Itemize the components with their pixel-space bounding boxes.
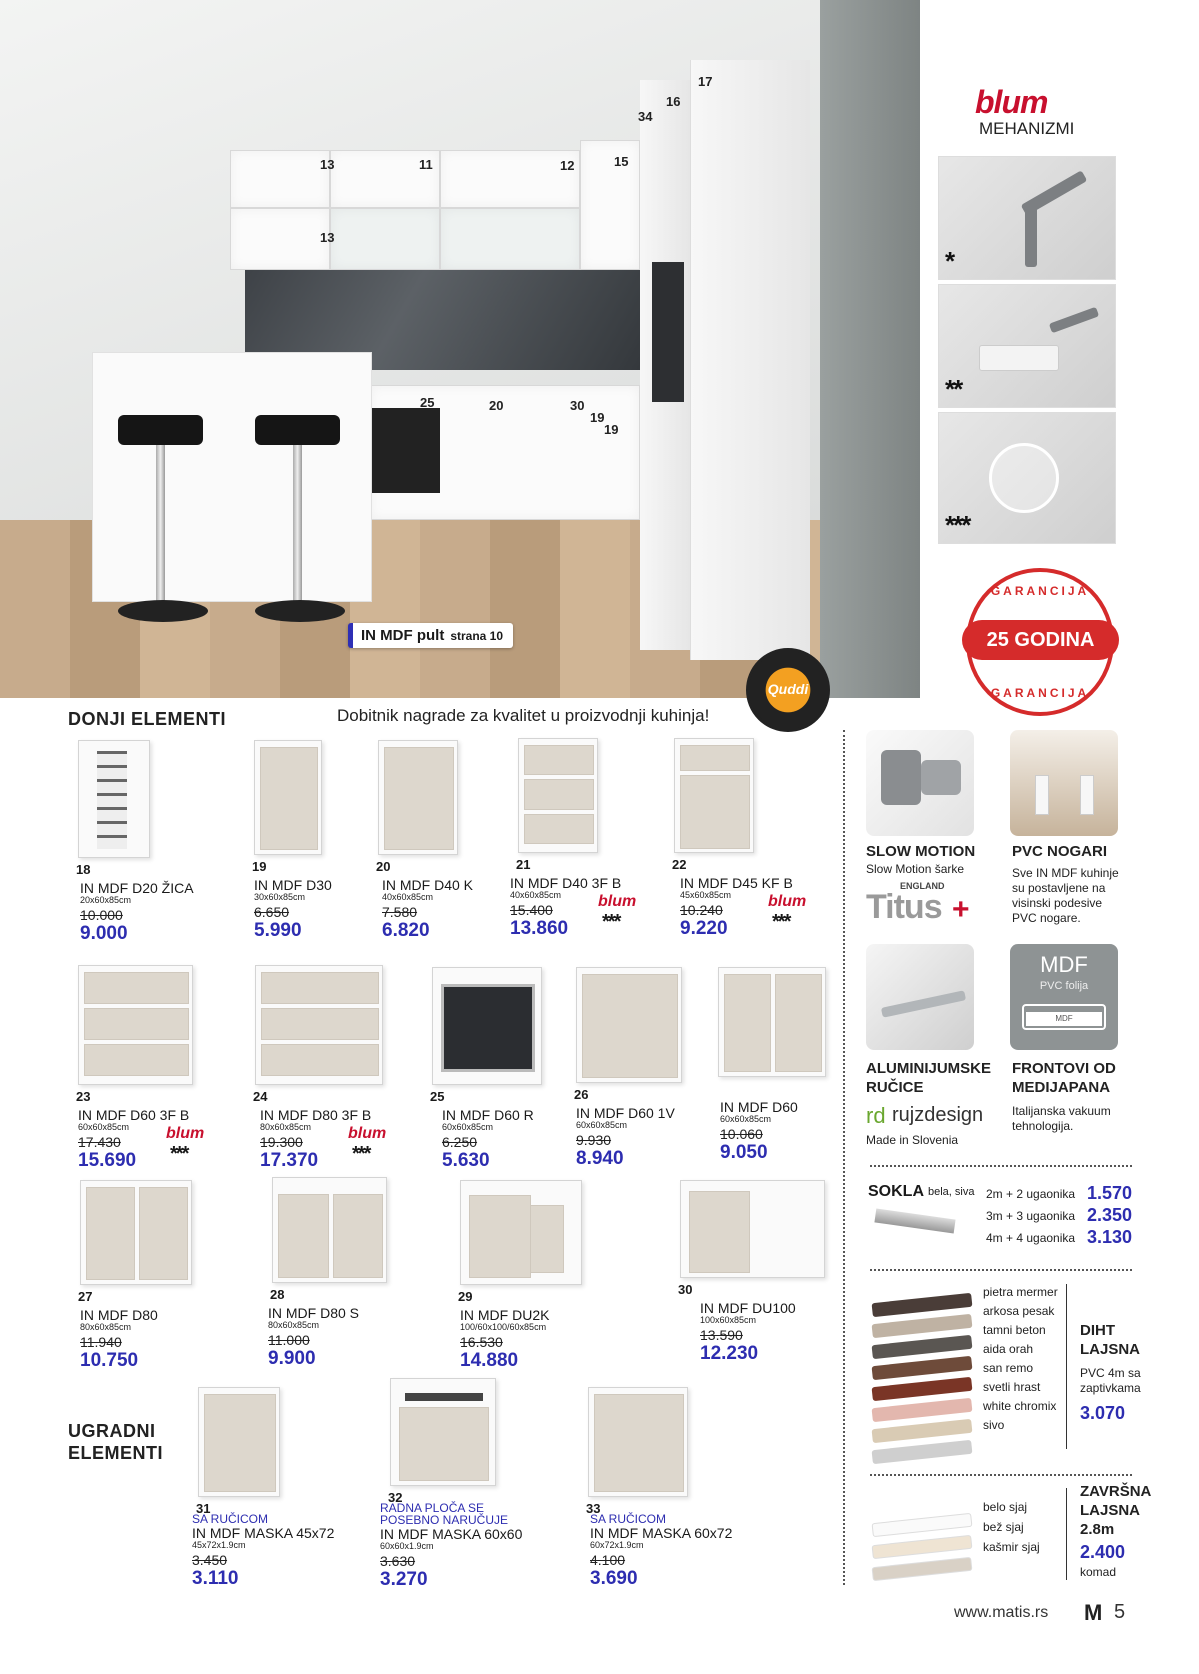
product-dimensions: 60x60x85cm bbox=[442, 1122, 494, 1132]
island bbox=[92, 352, 372, 602]
old-price: 9.930 bbox=[576, 1132, 612, 1148]
mdf-board-label: MDF bbox=[1026, 1012, 1102, 1026]
product-number: 21 bbox=[516, 857, 531, 872]
product-name: IN MDF D40 3F B bbox=[510, 875, 622, 891]
new-price: 14.880 bbox=[460, 1350, 519, 1371]
new-price: 6.820 bbox=[382, 920, 430, 941]
product-number: 32 bbox=[388, 1490, 403, 1505]
old-price: 19.300 bbox=[260, 1134, 303, 1150]
sokla-image bbox=[874, 1209, 955, 1234]
new-price: 12.230 bbox=[700, 1343, 759, 1364]
diht-swatch bbox=[872, 1398, 973, 1422]
website-link[interactable]: www.matis.rs bbox=[954, 1604, 1049, 1621]
sokla-price: 1.570 bbox=[1087, 1183, 1133, 1203]
diht-color-name: svetli hrast bbox=[983, 1380, 1041, 1394]
product-dimensions: 30x60x85cm bbox=[254, 892, 306, 902]
sokla-title: SOKLA bbox=[868, 1183, 924, 1200]
old-price: 10.240 bbox=[680, 902, 723, 918]
product-image bbox=[78, 740, 150, 858]
swatch bbox=[872, 1535, 973, 1559]
product-image bbox=[272, 1177, 387, 1283]
diht-title-2: LAJSNA bbox=[1080, 1341, 1141, 1358]
product-dimensions: 60x60x85cm bbox=[78, 1122, 130, 1132]
diht-color-name: white chromix bbox=[983, 1399, 1057, 1413]
new-price: 3.690 bbox=[590, 1568, 638, 1589]
new-price: 3.270 bbox=[380, 1569, 428, 1590]
callout-number: 12 bbox=[560, 158, 575, 173]
bracket-line bbox=[1066, 1284, 1067, 1449]
old-price: 3.630 bbox=[380, 1553, 416, 1569]
old-price: 13.590 bbox=[700, 1327, 743, 1343]
made-in-slovenia: Made in Slovenia bbox=[866, 1133, 959, 1147]
titus-plus-icon: + bbox=[952, 893, 970, 926]
product-name: IN MDF DU100 bbox=[700, 1300, 796, 1316]
page-number: 5 bbox=[1114, 1601, 1126, 1623]
diht-color-name: tamni beton bbox=[983, 1323, 1046, 1337]
new-price: 3.110 bbox=[192, 1568, 239, 1589]
product-image bbox=[378, 740, 458, 855]
slow-motion-text: Slow Motion šarke bbox=[866, 862, 965, 876]
callout-number: 19 bbox=[590, 410, 605, 425]
upper-cabinet bbox=[230, 150, 330, 208]
callout-number: 25 bbox=[420, 395, 435, 410]
old-price: 11.940 bbox=[80, 1334, 122, 1350]
matis-logo-icon: M bbox=[1084, 1600, 1103, 1625]
product-image bbox=[254, 740, 322, 855]
product-number: 18 bbox=[76, 862, 91, 877]
new-price: 10.750 bbox=[80, 1350, 139, 1371]
new-price: 9.000 bbox=[80, 923, 128, 944]
product-dimensions: 80x60x85cm bbox=[80, 1322, 132, 1332]
product-note: SA RUČICOM bbox=[590, 1512, 667, 1526]
bracket-line bbox=[1066, 1488, 1067, 1580]
new-price: 17.370 bbox=[260, 1150, 319, 1171]
blum-mechanism-image bbox=[938, 284, 1116, 408]
callout-number: 17 bbox=[698, 74, 713, 89]
product-dimensions: 60x60x85cm bbox=[576, 1120, 628, 1130]
product-image bbox=[674, 738, 754, 853]
sokla-price: 3.130 bbox=[1087, 1227, 1133, 1247]
product-name: IN MDF MASKA 60x60 bbox=[380, 1526, 523, 1542]
product-name: IN MDF D80 3F B bbox=[260, 1107, 372, 1123]
product-note: SA RUČICOM bbox=[192, 1512, 269, 1526]
new-price: 5.630 bbox=[442, 1150, 490, 1171]
product-image bbox=[588, 1387, 688, 1497]
upper-cabinet bbox=[230, 208, 330, 270]
product-image bbox=[80, 1180, 192, 1285]
product-image bbox=[432, 967, 542, 1085]
diht-color-name: aida orah bbox=[983, 1342, 1034, 1356]
product-number: 30 bbox=[678, 1282, 693, 1297]
new-price: 5.990 bbox=[254, 920, 302, 941]
callout-number: 11 bbox=[419, 157, 433, 172]
blum-logo: blum bbox=[975, 84, 1048, 120]
product-name: IN MDF D20 ŽICA bbox=[80, 880, 194, 896]
tall-unit bbox=[690, 60, 810, 660]
product-image bbox=[78, 965, 193, 1085]
product-note: RADNA PLOČA SE POSEBNO NARUČUJE bbox=[380, 1501, 509, 1527]
product-dimensions: 40x60x85cm bbox=[510, 890, 562, 900]
callout-number: 13 bbox=[320, 157, 335, 172]
product-image bbox=[718, 967, 826, 1077]
callout-number: 20 bbox=[489, 398, 504, 413]
old-price: 6.250 bbox=[442, 1134, 478, 1150]
diht-swatch bbox=[872, 1440, 973, 1464]
pult-label: IN MDF pult bbox=[361, 627, 445, 644]
stool-pole bbox=[293, 445, 302, 605]
product-dimensions: 100x60x85cm bbox=[700, 1315, 757, 1325]
divider bbox=[870, 1474, 1132, 1476]
zavrsna-color-name: belo sjaj bbox=[983, 1500, 1028, 1514]
callout-number: 13 bbox=[320, 230, 335, 245]
old-price: 11.000 bbox=[268, 1332, 310, 1348]
diht-swatch bbox=[872, 1377, 973, 1401]
product-name: IN MDF MASKA 60x72 bbox=[590, 1525, 733, 1541]
rucice-title-1: ALUMINIJUMSKE bbox=[866, 1060, 992, 1077]
old-price: 7.580 bbox=[382, 904, 418, 920]
stool-base bbox=[118, 600, 208, 622]
sokla-option: 4m + 4 ugaonika bbox=[986, 1231, 1076, 1245]
product-image bbox=[460, 1180, 582, 1285]
product-number: 25 bbox=[430, 1089, 445, 1104]
stool-base bbox=[255, 600, 345, 622]
zavrsna-title-2: LAJSNA bbox=[1080, 1502, 1141, 1519]
pult-reference-label bbox=[348, 623, 513, 648]
stool-seat bbox=[118, 415, 203, 445]
hinge-image bbox=[866, 730, 974, 836]
product-dimensions: 60x72x1.9cm bbox=[590, 1540, 644, 1550]
product-name: IN MDF D60 bbox=[720, 1099, 798, 1115]
frontovi-title-2: MEDIJAPANA bbox=[1012, 1079, 1111, 1096]
divider bbox=[843, 730, 845, 1585]
new-price: 15.690 bbox=[78, 1150, 137, 1171]
old-price: 6.650 bbox=[254, 904, 290, 920]
product-number: 33 bbox=[586, 1501, 601, 1516]
callout-number: 15 bbox=[614, 154, 629, 169]
titus-england: ENGLAND bbox=[900, 881, 945, 891]
rd-logo: rd bbox=[866, 1103, 886, 1128]
old-price: 10.060 bbox=[720, 1126, 763, 1142]
product-name: IN MDF D80 bbox=[80, 1307, 158, 1323]
callout-number: 30 bbox=[570, 398, 585, 413]
new-price: 8.940 bbox=[576, 1148, 624, 1169]
old-price: 15.400 bbox=[510, 902, 553, 918]
product-number: 20 bbox=[376, 859, 391, 874]
old-price: 3.450 bbox=[192, 1552, 228, 1568]
diht-swatch bbox=[872, 1293, 973, 1317]
callout-number: 34 bbox=[638, 109, 653, 124]
diht-swatch bbox=[872, 1314, 973, 1338]
pvc-legs-image bbox=[1010, 730, 1118, 836]
pvc-folija-text: PVC folija bbox=[1039, 980, 1089, 992]
diht-color-name: san remo bbox=[983, 1361, 1034, 1375]
guarantee-bottom-text: GARANCIJA bbox=[990, 686, 1090, 700]
section-donji-elementi: DONJI ELEMENTI bbox=[68, 709, 227, 729]
new-price: 13.860 bbox=[510, 918, 569, 939]
guarantee-years: 25 GODINA bbox=[962, 620, 1119, 660]
product-number: 23 bbox=[76, 1089, 91, 1104]
blum-stars: *** bbox=[602, 911, 620, 933]
product-name: IN MDF D80 S bbox=[268, 1305, 360, 1321]
old-price: 16.530 bbox=[460, 1334, 503, 1350]
product-image bbox=[255, 965, 383, 1085]
product-dimensions: 60x60x1.9cm bbox=[380, 1541, 434, 1551]
hero-kitchen-photo bbox=[0, 0, 920, 698]
upper-cabinet bbox=[440, 150, 580, 208]
product-name: IN MDF D60 3F B bbox=[78, 1107, 190, 1123]
glass-cabinet bbox=[440, 208, 580, 270]
blum-badge: blum bbox=[598, 893, 637, 910]
blum-mechanism-image bbox=[938, 156, 1116, 280]
oven bbox=[372, 408, 440, 493]
quality-medal bbox=[746, 648, 830, 732]
product-image bbox=[390, 1378, 496, 1486]
product-image bbox=[576, 967, 682, 1083]
stool-seat bbox=[255, 415, 340, 445]
product-number: 29 bbox=[458, 1289, 473, 1304]
diht-text: PVC 4m sa zaptivkama bbox=[1080, 1366, 1141, 1395]
product-name: IN MDF D40 K bbox=[382, 877, 474, 893]
product-number: 31 bbox=[196, 1501, 211, 1516]
product-number: 24 bbox=[253, 1089, 268, 1104]
rating-stars: *** bbox=[945, 510, 970, 540]
product-name: IN MDF MASKA 45x72 bbox=[192, 1525, 335, 1541]
frontovi-text: Italijanska vakuum tehnologija. bbox=[1012, 1104, 1111, 1133]
blum-stars: *** bbox=[170, 1143, 188, 1165]
section-ugradni-elementi: UGRADNI ELEMENTI bbox=[68, 1421, 164, 1463]
mdf-icon bbox=[1010, 944, 1118, 1050]
medal-text: Quddi bbox=[767, 681, 809, 697]
stool-pole bbox=[156, 445, 165, 605]
product-dimensions: 80x60x85cm bbox=[268, 1320, 320, 1330]
sokla-option: 2m + 2 ugaonika bbox=[986, 1187, 1076, 1201]
zavrsna-color-name: kašmir sjaj bbox=[983, 1540, 1040, 1554]
glass-cabinet bbox=[330, 208, 440, 270]
product-name: IN MDF D45 KF B bbox=[680, 875, 793, 891]
zavrsna-title-1: ZAVRŠNA bbox=[1080, 1483, 1152, 1500]
callout-number: 19 bbox=[604, 422, 619, 437]
product-dimensions: 45x72x1.9cm bbox=[192, 1540, 246, 1550]
pvc-nogari-title: PVC NOGARI bbox=[1012, 843, 1108, 860]
product-number: 27 bbox=[78, 1289, 93, 1304]
zavrsna-unit: komad bbox=[1080, 1565, 1117, 1579]
guarantee-top-text: GARANCIJA bbox=[990, 584, 1090, 598]
rucice-title-2: RUČICE bbox=[866, 1079, 924, 1096]
product-number: 22 bbox=[672, 857, 687, 872]
rujzdesign-logo: rujzdesign bbox=[892, 1104, 984, 1126]
zavrsna-color-name: bež sjaj bbox=[983, 1520, 1024, 1534]
diht-color-name: pietra mermer bbox=[983, 1285, 1058, 1299]
product-image bbox=[518, 738, 598, 853]
blum-stars: *** bbox=[352, 1143, 370, 1165]
diht-swatch bbox=[872, 1419, 973, 1443]
product-image bbox=[198, 1387, 280, 1497]
mdf-icon-text: MDF bbox=[1040, 952, 1088, 977]
new-price: 9.050 bbox=[720, 1142, 768, 1163]
blum-badge: blum bbox=[768, 893, 807, 910]
diht-swatch bbox=[872, 1356, 973, 1380]
zavrsna-price: 2.400 bbox=[1080, 1542, 1126, 1562]
product-image bbox=[680, 1180, 825, 1278]
pvc-nogari-text: Sve IN MDF kuhinje su postavljene na visinski podesive PVC nogare. bbox=[1012, 866, 1119, 925]
oven-tall bbox=[652, 262, 684, 402]
swatch bbox=[872, 1513, 973, 1537]
product-dimensions: 80x60x85cm bbox=[260, 1122, 312, 1132]
divider bbox=[870, 1269, 1132, 1271]
product-name: IN MDF D60 R bbox=[442, 1107, 534, 1123]
sokla-option: 3m + 3 ugaonika bbox=[986, 1209, 1076, 1223]
rating-stars: ** bbox=[945, 374, 962, 404]
product-number: 28 bbox=[270, 1287, 285, 1302]
callout-number: 16 bbox=[666, 94, 681, 109]
blum-badge: blum bbox=[348, 1125, 387, 1142]
product-dimensions: 40x60x85cm bbox=[382, 892, 434, 902]
product-dimensions: 45x60x85cm bbox=[680, 890, 732, 900]
upper-cabinet bbox=[580, 140, 640, 270]
product-dimensions: 20x60x85cm bbox=[80, 895, 132, 905]
guarantee-seal bbox=[966, 568, 1114, 716]
zavrsna-length: 2.8m bbox=[1080, 1521, 1115, 1538]
titus-logo: Titus bbox=[866, 888, 942, 926]
blum-subtitle: MEHANIZMI bbox=[979, 119, 1075, 138]
sokla-price: 2.350 bbox=[1087, 1205, 1133, 1225]
diht-swatch bbox=[872, 1335, 973, 1359]
blum-badge: blum bbox=[166, 1125, 205, 1142]
pult-page: strana 10 bbox=[450, 629, 504, 643]
rating-stars: * bbox=[945, 246, 954, 276]
diht-title-1: DIHT bbox=[1080, 1322, 1115, 1339]
slow-motion-title: SLOW MOTION bbox=[866, 843, 976, 860]
diht-color-name: sivo bbox=[983, 1418, 1005, 1432]
old-price: 17.430 bbox=[78, 1134, 121, 1150]
product-dimensions: 100/60x100/60x85cm bbox=[460, 1322, 547, 1332]
product-number: 26 bbox=[574, 1087, 589, 1102]
product-number: 19 bbox=[252, 859, 267, 874]
product-name: IN MDF DU2K bbox=[460, 1307, 550, 1323]
product-name: IN MDF D60 1V bbox=[576, 1105, 675, 1121]
sokla-colors: bela, siva bbox=[928, 1186, 975, 1198]
swatch bbox=[872, 1557, 973, 1581]
divider bbox=[870, 1165, 1132, 1167]
blum-stars: *** bbox=[772, 911, 790, 933]
diht-price: 3.070 bbox=[1080, 1403, 1126, 1423]
new-price: 9.900 bbox=[268, 1348, 316, 1369]
old-price: 4.100 bbox=[590, 1552, 626, 1568]
product-name: IN MDF D30 bbox=[254, 877, 332, 893]
old-price: 10.000 bbox=[80, 907, 123, 923]
award-text: Dobitnik nagrade za kvalitet u proizvodnji kuhinja! bbox=[337, 706, 710, 725]
product-dimensions: 60x60x85cm bbox=[720, 1114, 772, 1124]
diht-color-name: arkosa pesak bbox=[983, 1304, 1055, 1318]
blum-mechanism-image bbox=[938, 412, 1116, 544]
frontovi-title-1: FRONTOVI OD bbox=[1012, 1060, 1116, 1077]
aluminium-handle-image bbox=[866, 944, 974, 1050]
new-price: 9.220 bbox=[680, 918, 728, 939]
side-wall bbox=[820, 0, 920, 698]
